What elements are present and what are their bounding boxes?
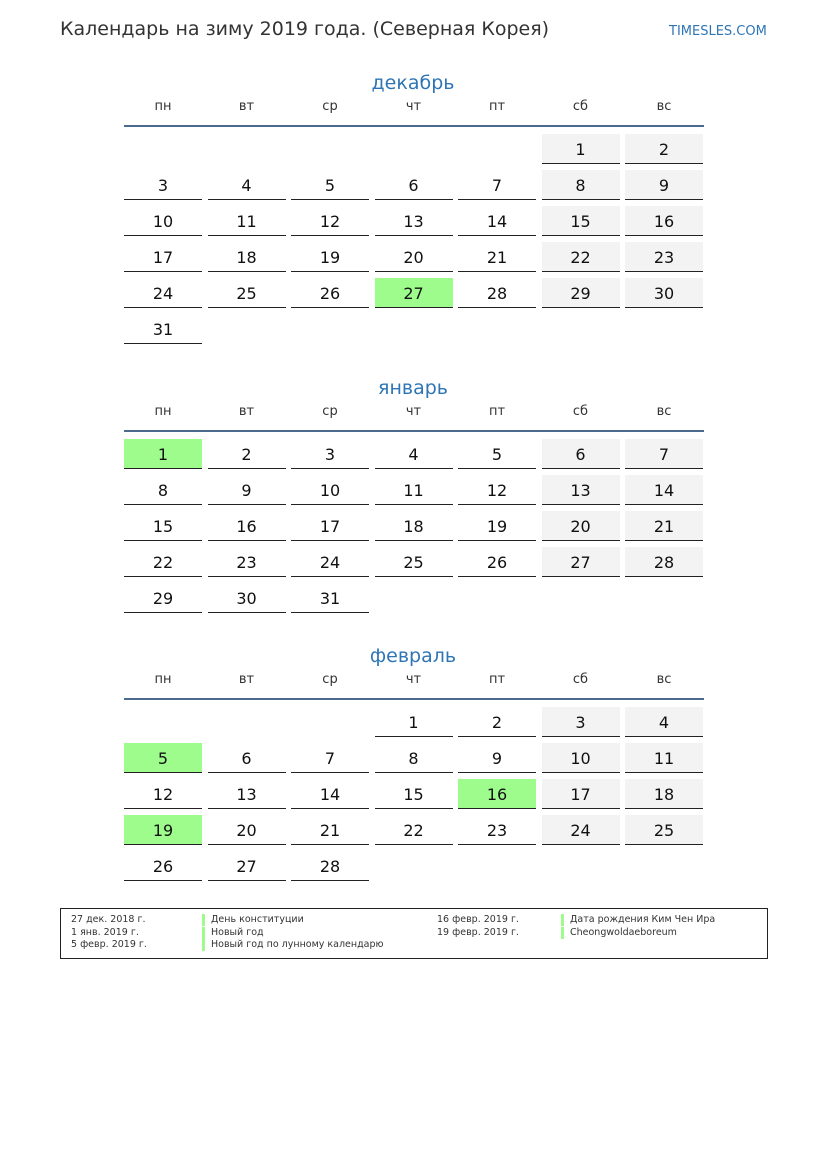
day-cell: 14 <box>458 206 536 236</box>
day-cell: 7 <box>625 439 703 469</box>
day-cell: 2 <box>625 134 703 164</box>
day-cell: 30 <box>208 583 286 613</box>
day-cell: 12 <box>291 206 369 236</box>
day-cell: 27 <box>542 547 620 577</box>
day-cell: 30 <box>625 278 703 308</box>
legend-holiday-name: Дата рождения Ким Чен Ира <box>561 914 715 926</box>
day-cell: 26 <box>124 851 202 881</box>
holiday-day-cell: 1 <box>124 439 202 469</box>
legend-date: 16 февр. 2019 г. <box>437 914 519 925</box>
day-cell: 24 <box>291 547 369 577</box>
day-cell: 5 <box>291 170 369 200</box>
legend-date: 19 февр. 2019 г. <box>437 926 519 938</box>
weekday-label: пт <box>488 672 506 687</box>
day-cell: 19 <box>291 242 369 272</box>
day-cell: 12 <box>124 779 202 809</box>
day-cell: 12 <box>458 475 536 505</box>
day-cell: 15 <box>375 779 453 809</box>
day-cell: 2 <box>208 439 286 469</box>
day-cell: 21 <box>291 815 369 845</box>
weekday-label: сб <box>572 404 589 419</box>
day-cell: 10 <box>124 206 202 236</box>
day-cell: 6 <box>375 170 453 200</box>
day-cell: 16 <box>625 206 703 236</box>
day-cell: 18 <box>208 242 286 272</box>
day-cell: 25 <box>375 547 453 577</box>
weekday-label: сб <box>572 99 589 114</box>
day-cell: 14 <box>291 779 369 809</box>
weekday-label: вт <box>238 404 255 419</box>
day-cell: 13 <box>208 779 286 809</box>
day-cell: 21 <box>458 242 536 272</box>
day-cell: 6 <box>542 439 620 469</box>
day-cell: 11 <box>375 475 453 505</box>
day-cell: 29 <box>124 583 202 613</box>
day-cell: 14 <box>625 475 703 505</box>
day-cell: 17 <box>291 511 369 541</box>
day-cell: 9 <box>625 170 703 200</box>
month-title: декабрь <box>371 72 455 94</box>
weekday-label: пн <box>154 99 172 114</box>
day-cell: 3 <box>124 170 202 200</box>
day-cell: 4 <box>625 707 703 737</box>
header-rule <box>124 698 704 700</box>
header-rule <box>124 125 704 127</box>
day-cell: 11 <box>625 743 703 773</box>
day-cell: 27 <box>208 851 286 881</box>
month-block <box>122 641 704 876</box>
legend-date: 5 февр. 2019 г. <box>71 939 147 950</box>
weekday-header <box>122 100 704 130</box>
weekday-label: вт <box>238 672 255 687</box>
day-cell: 16 <box>208 511 286 541</box>
day-cell: 6 <box>208 743 286 773</box>
day-cell: 3 <box>542 707 620 737</box>
page-title: Календарь на зиму 2019 года. (Северная Корея) <box>60 18 550 40</box>
day-cell: 15 <box>542 206 620 236</box>
day-cell: 20 <box>375 242 453 272</box>
day-cell: 25 <box>625 815 703 845</box>
day-cell: 3 <box>291 439 369 469</box>
day-cell: 15 <box>124 511 202 541</box>
day-cell: 24 <box>542 815 620 845</box>
day-cell: 29 <box>542 278 620 308</box>
day-cell: 20 <box>208 815 286 845</box>
day-cell: 8 <box>542 170 620 200</box>
weekday-label: вт <box>238 99 255 114</box>
weekday-label: пт <box>488 404 506 419</box>
weekday-label: ср <box>322 672 338 687</box>
header-rule <box>124 430 704 432</box>
day-cell: 24 <box>124 278 202 308</box>
weekday-label: вс <box>656 99 672 114</box>
day-cell: 7 <box>291 743 369 773</box>
month-block <box>122 373 704 608</box>
day-cell: 23 <box>625 242 703 272</box>
day-cell: 22 <box>124 547 202 577</box>
weekday-label: чт <box>405 99 422 114</box>
legend-holiday-name: Новый год по лунному календарю <box>202 939 384 951</box>
day-cell: 31 <box>291 583 369 613</box>
holiday-day-cell: 19 <box>124 815 202 845</box>
weekday-header <box>122 673 704 703</box>
day-cell: 18 <box>375 511 453 541</box>
day-cell: 1 <box>542 134 620 164</box>
day-cell: 13 <box>375 206 453 236</box>
day-cell: 10 <box>291 475 369 505</box>
legend-holiday-name: Новый год <box>202 927 264 939</box>
weekday-label: чт <box>405 672 422 687</box>
day-cell: 7 <box>458 170 536 200</box>
holiday-day-cell: 16 <box>458 779 536 809</box>
legend-holiday-name: День конституции <box>202 914 304 926</box>
day-cell: 5 <box>458 439 536 469</box>
weekday-label: пн <box>154 404 172 419</box>
day-cell: 28 <box>458 278 536 308</box>
weekday-label: ср <box>322 404 338 419</box>
day-cell: 31 <box>124 314 202 344</box>
legend-holiday-name: Cheongwoldaeboreum <box>561 927 677 939</box>
day-cell: 13 <box>542 475 620 505</box>
weekday-label: пн <box>154 672 172 687</box>
day-cell: 9 <box>208 475 286 505</box>
day-cell: 25 <box>208 278 286 308</box>
month-block <box>122 68 704 339</box>
day-cell: 4 <box>375 439 453 469</box>
day-cell: 11 <box>208 206 286 236</box>
day-cell: 23 <box>208 547 286 577</box>
day-cell: 28 <box>291 851 369 881</box>
weekday-label: ср <box>322 99 338 114</box>
weekday-label: сб <box>572 672 589 687</box>
legend-date: 1 янв. 2019 г. <box>71 926 139 938</box>
day-cell: 26 <box>458 547 536 577</box>
day-cell: 18 <box>625 779 703 809</box>
weekday-label: вс <box>656 672 672 687</box>
day-cell: 17 <box>542 779 620 809</box>
day-cell: 19 <box>458 511 536 541</box>
month-title: январь <box>378 377 448 399</box>
day-cell: 17 <box>124 242 202 272</box>
weekday-label: пт <box>488 99 506 114</box>
day-cell: 4 <box>208 170 286 200</box>
day-cell: 10 <box>542 743 620 773</box>
day-cell: 22 <box>375 815 453 845</box>
day-cell: 8 <box>124 475 202 505</box>
legend-date: 27 дек. 2018 г. <box>71 914 146 925</box>
day-cell: 23 <box>458 815 536 845</box>
day-cell: 20 <box>542 511 620 541</box>
holiday-day-cell: 27 <box>375 278 453 308</box>
weekday-header <box>122 405 704 435</box>
day-cell: 8 <box>375 743 453 773</box>
weekday-label: вс <box>656 404 672 419</box>
month-title: февраль <box>369 645 457 667</box>
day-cell: 21 <box>625 511 703 541</box>
day-cell: 1 <box>375 707 453 737</box>
day-cell: 2 <box>458 707 536 737</box>
site-link[interactable]: TIMESLES.COM <box>669 24 767 39</box>
holiday-legend <box>60 908 768 959</box>
day-cell: 9 <box>458 743 536 773</box>
day-cell: 28 <box>625 547 703 577</box>
holiday-day-cell: 5 <box>124 743 202 773</box>
day-cell: 22 <box>542 242 620 272</box>
weekday-label: чт <box>405 404 422 419</box>
day-cell: 26 <box>291 278 369 308</box>
